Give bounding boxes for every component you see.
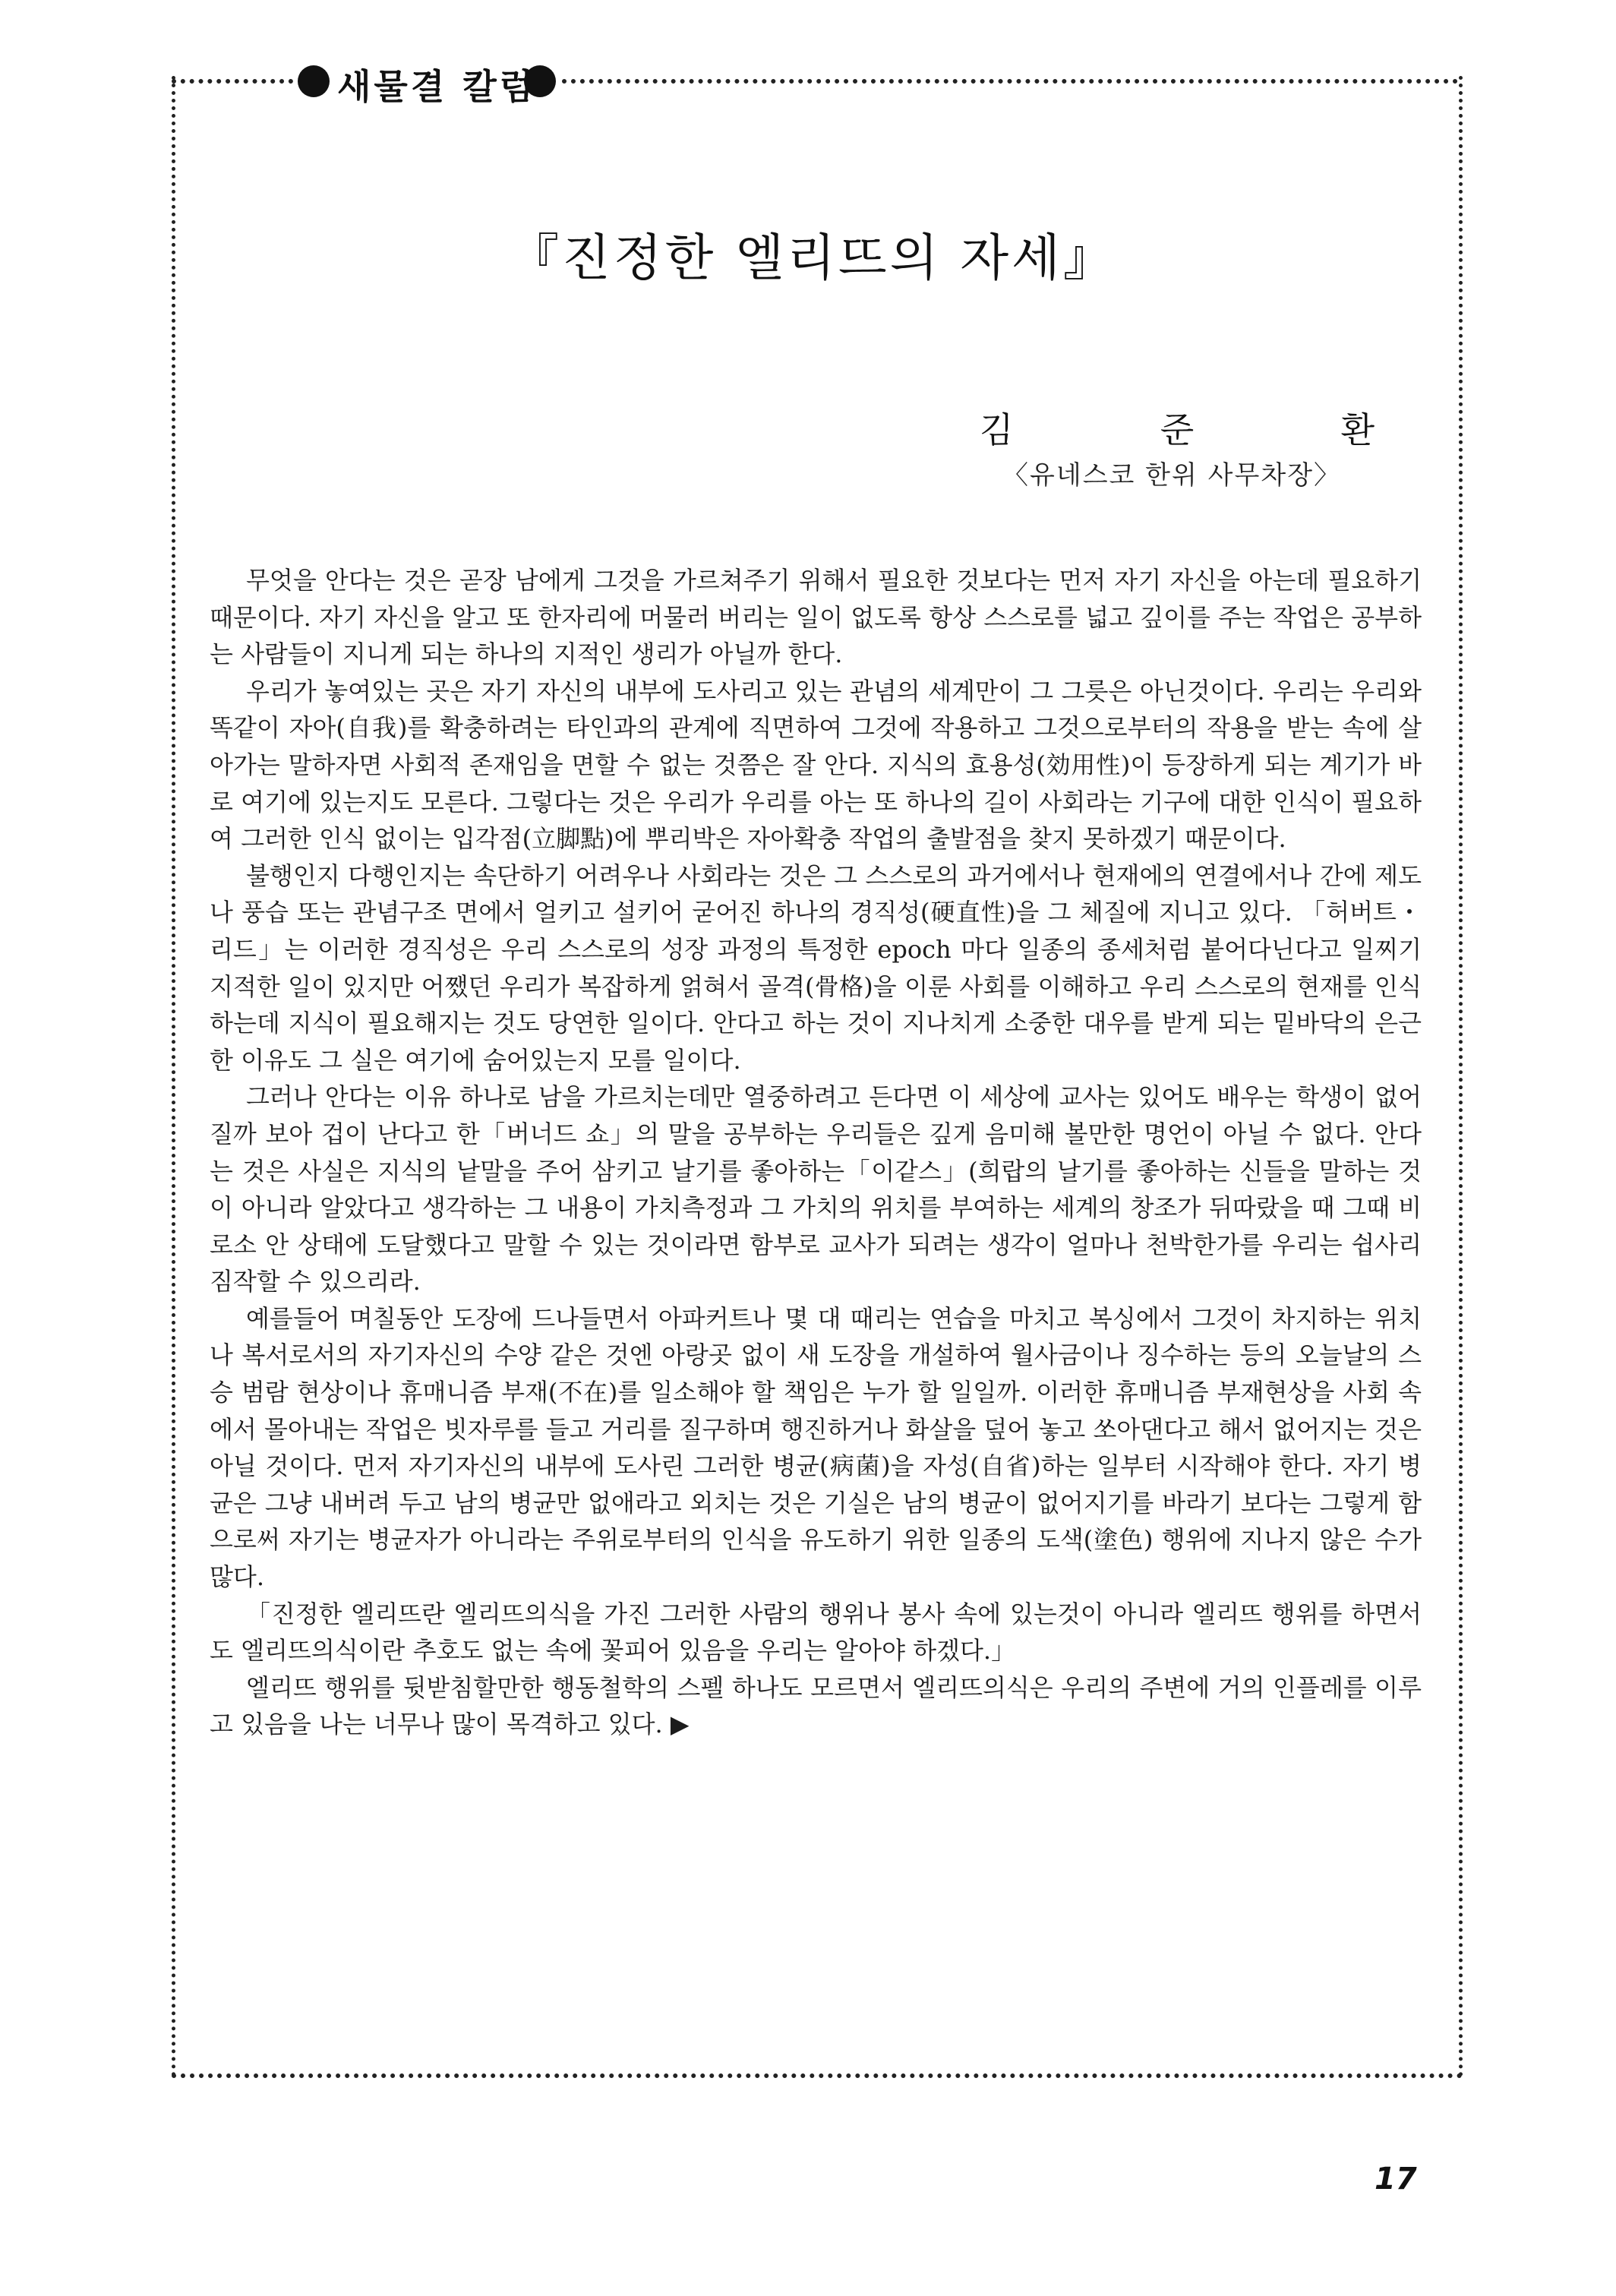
- author-char: 김: [980, 409, 1014, 450]
- header-rule-left: [172, 79, 293, 84]
- author-char: 환: [1340, 409, 1375, 450]
- paragraph: 우리가 놓여있는 곳은 자기 자신의 내부에 도사리고 있는 관념의 세계만이 그 그릇은 아닌것이다. 우리는 우리와 똑같이 자아(自我)를 확충하려는 타인과의 관계에 직면하여 그것에 작용하고 그것으로부터의 작용을 받는 속에 살아가는 말하자면 사회적 존재임을 면할 수 없는 것쯤은 잘 안다. 지식의 효용성(効用性)이 등장하게 되는 계기가 바로 여기에 있는지도 모른다. 그렇다는 것은 우리가 우리를 아는 또 하나의 길이 사회라는 기구에 대한 인식이 필요하여 그러한 인식 없이는 입각점(立脚點)에 뿌리박은 자아확충 작업의 출발점을 찾지 못하겠기 때문이다.: [210, 676, 1422, 854]
- header-rule-right: [562, 79, 1458, 84]
- paragraph: 엘리뜨 행위를 뒷받침할만한 행동철학의 스펠 하나도 모르면서 엘리뜨의식은 우리의 주변에 거의 인플레를 이루고 있음을 나는 너무나 많이 목격하고 있다. ▶: [210, 1672, 1422, 1739]
- page-number: 17: [1375, 2162, 1417, 2197]
- paragraph: 무엇을 안다는 것은 곧장 남에게 그것을 가르쳐주기 위해서 필요한 것보다는 먼저 자기 자신을 아는데 필요하기 때문이다. 자기 자신을 알고 또 한자리에 머물러 버리는 일이 없도록 항상 스스로를 넓고 깊이를 주는 작업은 공부하는 사람들이 지니게 되는 하나의 지적인 생리가 아닐까 한다.: [210, 566, 1422, 669]
- paragraph: 「진정한 엘리뜨란 엘리뜨의식을 가진 그러한 사람의 행위나 봉사 속에 있는것이 아니라 엘리뜨 행위를 하면서도 엘리뜨의식이란 추호도 없는 속에 꽃피어 있음을 우리는 알아야 하겠다.」: [210, 1599, 1422, 1666]
- paragraph: 그러나 안다는 이유 하나로 남을 가르치는데만 열중하려고 든다면 이 세상에 교사는 있어도 배우는 학생이 없어질까 보아 겁이 난다고 한「버너드 쇼」의 말을 공부하는 우리들은 깊게 음미해 볼만한 명언이 아닐 수 없다. 안다는 것은 사실은 지식의 낱말을 주어 삼키고 날기를 좋아하는「이같스」(희랍의 날기를 좋아하는 신들을 말하는 것이 아니라 알았다고 생각하는 그 내용이 가치측정과 그 가치의 위치를 부여하는 세계의 창조가 뒤따랐을 때 그때 비로소 안 상태에 도달했다고 말할 수 있는 것이라면 함부로 교사가 되려는 생각이 얼마나 천박한가를 우리는 쉽사리 짐작할 수 있으리라.: [210, 1082, 1422, 1296]
- author-affiliation: 〈유네스코 한위 사무차장〉: [1002, 460, 1342, 491]
- article-title: 『진정한 엘리뜨의 자세』: [509, 229, 1116, 287]
- article-body: [210, 562, 1422, 1743]
- paragraph: 불행인지 다행인지는 속단하기 어려우나 사회라는 것은 그 스스로의 과거에서나 현재에의 연결에서나 간에 제도나 풍습 또는 관념구조 면에서 얼키고 설키어 굳어진 하나의 경직성(硬直性)을 그 체질에 지니고 있다. 「허버트・리드」는 이러한 경직성은 우리 스스로의 성장 과정의 특정한 epoch 마다 일종의 종세처럼 붙어다닌다고 일찌기 지적한 일이 있지만 어쨌던 우리가 복잡하게 얽혀서 골격(骨格)을 이룬 사회를 이해하고 우리 스스로의 현재를 인식하는데 지식이 필요해지는 것도 당연한 일이다. 안다고 하는 것이 지나치게 소중한 대우를 받게 되는 밑바닥의 은근한 이유도 그 실은 여기에 숨어있는지 모를 일이다.: [210, 861, 1422, 1075]
- paragraph: 예를들어 며칠동안 도장에 드나들면서 아파커트나 몇 대 때리는 연습을 마치고 복싱에서 그것이 차지하는 위치나 복서로서의 자기자신의 수양 같은 것엔 아랑곳 없이 새 도장을 개설하여 월사금이나 징수하는 등의 오늘날의 스승 범람 현상이나 휴매니즘 부재(不在)를 일소해야 할 책임은 누가 할 일일까. 이러한 휴매니즘 부재현상을 사회 속에서 몰아내는 작업은 빗자루를 들고 거리를 질구하며 행진하거나 화살을 덮어 놓고 쏘아댄다고 해서 없어지는 것은 아닐 것이다. 먼저 자기자신의 내부에 도사린 그러한 병균(病菌)을 자성(自省)하는 일부터 시작해야 한다. 자기 병균은 그냥 내버려 두고 남의 병균만 없애라고 외치는 것은 기실은 남의 병균이 없어지기를 바라기 보다는 그렇게 함으로써 자기는 병균자가 아니라는 주위로부터의 인식을 유도하기 위한 일종의 도색(塗色) 행위에 지나지 않은 수가 많다.: [210, 1303, 1422, 1592]
- column-name: 새물결 칼럼: [337, 66, 537, 107]
- author-char: 준: [1160, 409, 1195, 450]
- author-name: [980, 403, 1375, 453]
- header-bullet-left: [298, 65, 330, 97]
